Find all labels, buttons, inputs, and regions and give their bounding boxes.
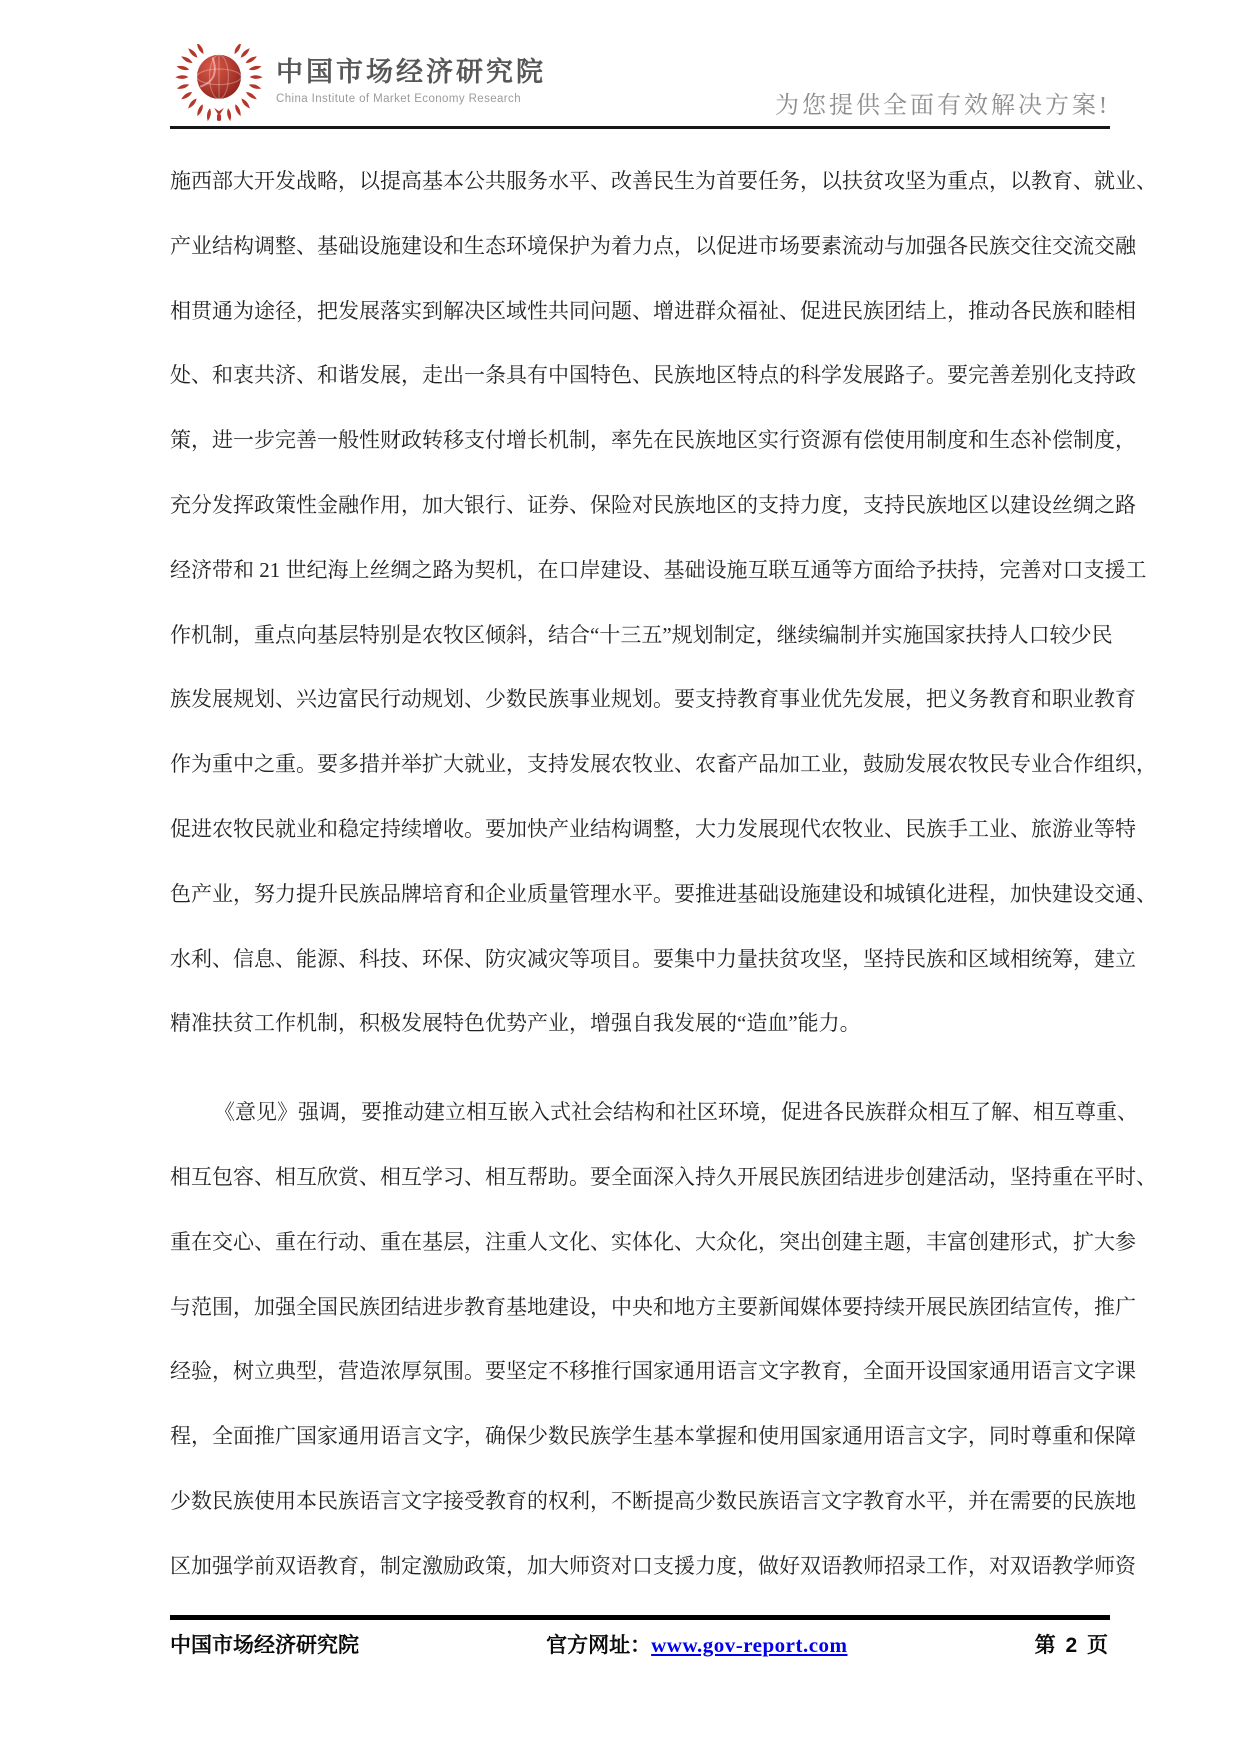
text-line: 经验，树立典型，营造浓厚氛围。要坚定不移推行国家通用语言文字教育，全面开设国家通用语言文字课 (170, 1359, 1136, 1384)
page-footer (170, 1629, 1110, 1659)
text-line: 程，全面推广国家通用语言文字，确保少数民族学生基本掌握和使用国家通用语言文字，同时尊重和保障 (170, 1424, 1136, 1449)
text-line: 相贯通为途径，把发展落实到解决区域性共同问题、增进群众福祉、促进民族团结上，推动各民族和睦相 (170, 298, 1136, 323)
footer-divider (170, 1615, 1110, 1620)
paragraph (170, 149, 1157, 1056)
text-line: 与范围，加强全国民族团结进步教育基地建设，中央和地方主要新闻媒体要持续开展民族团结宣传，推广 (170, 1294, 1136, 1319)
text-line: 施西部大开发战略，以提高基本公共服务水平、改善民生为首要任务，以扶贫攻坚为重点，以教育、就业、 (170, 169, 1157, 193)
text-line: 水利、信息、能源、科技、环保、防灾减灾等项目。要集中力量扶贫攻坚，坚持民族和区域相统筹，建立 (170, 946, 1136, 971)
text-line: 经济带和 21 世纪海上丝绸之路为契机，在口岸建设、基础设施互联互通等方面给予扶持，完善对口支援工 (170, 557, 1147, 582)
text-line: 色产业，努力提升民族品牌培育和企业质量管理水平。要推进基础设施建设和城镇化进程，加快建设交通、 (170, 881, 1157, 906)
text-line: 作机制，重点向基层特别是农牧区倾斜，结合“十三五”规划制定，继续编制并实施国家扶持人口较少民 (170, 622, 1113, 647)
laurel-globe-logo-icon (170, 44, 268, 126)
institute-name-en: China Institute of Market Economy Research (276, 92, 521, 105)
text-line: 作为重中之重。要多措并举扩大就业，支持发展农牧业、农畜产品加工业，鼓励发展农牧民专业合作组织， (170, 752, 1157, 777)
text-line: 相互包容、相互欣赏、相互学习、相互帮助。要全面深入持久开展民族团结进步创建活动，坚持重在平时、 (170, 1164, 1157, 1189)
text-line: 策，进一步完善一般性财政转移支付增长机制，率先在民族地区实行资源有偿使用制度和生态补偿制度， (170, 428, 1136, 453)
text-line: 处、和衷共济、和谐发展，走出一条具有中国特色、民族地区特点的科学发展路子。要完善差别化支持政 (170, 363, 1136, 388)
footer-website-label: 官方网址： (546, 1633, 652, 1657)
page-header (170, 0, 1110, 126)
footer-website (546, 1629, 847, 1659)
header-slogan: 为您提供全面有效解决方案! (775, 93, 1110, 119)
text-line: 区加强学前双语教育，制定激励政策，加大师资对口支援力度，做好双语教师招录工作，对双语教学师资 (170, 1553, 1136, 1578)
text-line: 重在交心、重在行动、重在基层，注重人文化、实体化、大众化，突出创建主题，丰富创建形式，扩大参 (170, 1229, 1136, 1254)
text-line: 充分发挥政策性金融作用，加大银行、证券、保险对民族地区的支持力度，支持民族地区以建设丝绸之路 (170, 492, 1136, 517)
institute-name-cn: 中国市场经济研究院 (276, 57, 546, 88)
text-line: 少数民族使用本民族语言文字接受教育的权利，不断提高少数民族语言文字教育水平，并在需要的民族地 (170, 1488, 1136, 1513)
text-line: 族发展规划、兴边富民行动规划、少数民族事业规划。要支持教育事业优先发展，把义务教育和职业教育 (170, 687, 1136, 712)
footer-website-link[interactable]: www.gov-report.com (651, 1632, 848, 1657)
footer-page-number: 第 2 页 (1034, 1633, 1110, 1657)
text-line: 促进农牧民就业和稳定持续增收。要加快产业结构调整，大力发展现代农牧业、民族手工业、旅游业等特 (170, 816, 1136, 841)
text-line: 精准扶贫工作机制，积极发展特色优势产业，增强自我发展的“造血”能力。 (170, 1011, 861, 1036)
institute-name-block (276, 57, 546, 112)
paragraph (170, 1080, 1157, 1598)
institute-brand (170, 44, 546, 126)
header-divider (170, 126, 1110, 129)
text-line: 产业结构调整、基础设施建设和生态环境保护为着力点，以促进市场要素流动与加强各民族交往交流交融 (170, 233, 1136, 258)
document-body (170, 149, 1157, 1599)
text-line: 《意见》强调，要推动建立相互嵌入式社会结构和社区环境，促进各民族群众相互了解、相互尊重、 (214, 1100, 1138, 1125)
footer-institute: 中国市场经济研究院 (170, 1633, 359, 1657)
